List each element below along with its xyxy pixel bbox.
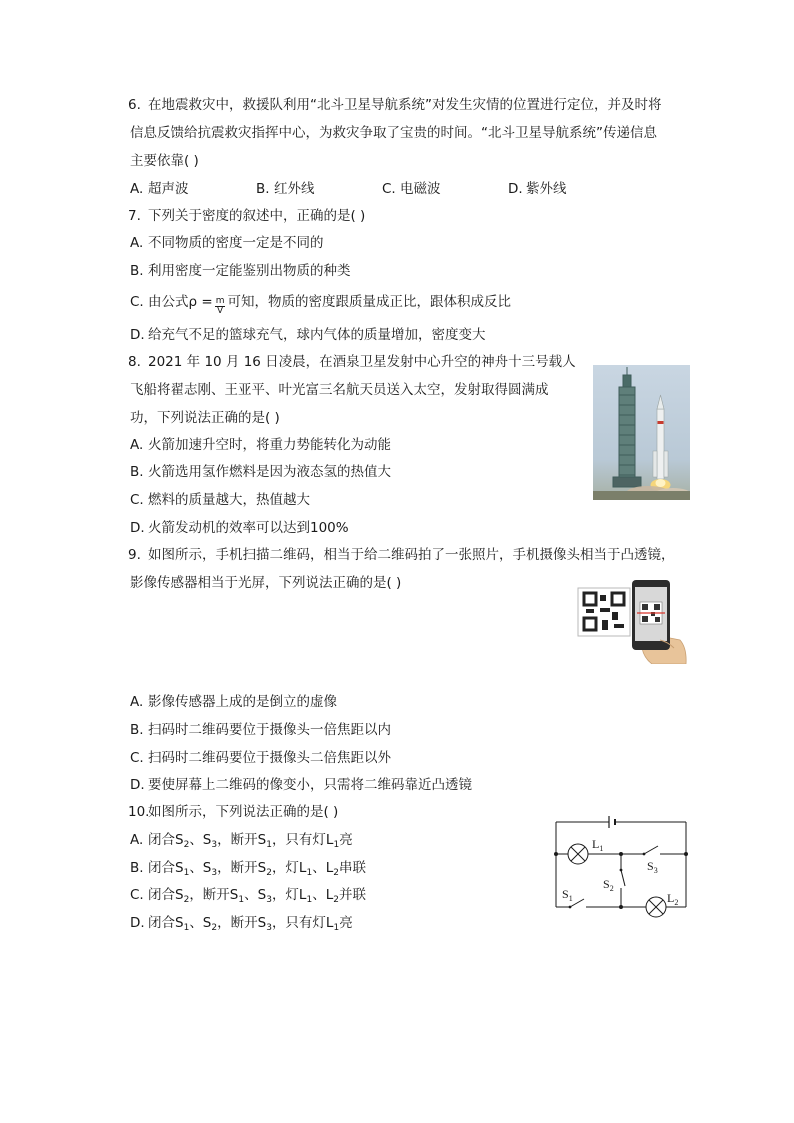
- qr-code-card: [578, 588, 630, 636]
- label-s2: $S_2$: [603, 877, 614, 893]
- q7-option-d[interactable]: D. 给充气不足的篮球充气，球内气体的质量增加，密度变大: [130, 327, 486, 343]
- q10-option-b[interactable]: B. 闭合$S_1$、$S_3$，断开$S_2$，灯$L_1$、$L_2$串联: [130, 860, 366, 878]
- q8-stem-line2: 飞船将翟志刚、王亚平、叶光富三名航天员送入太空，发射取得圆满成: [130, 382, 549, 398]
- density-formula-fraction: $\frac{m}{V}$: [215, 296, 225, 316]
- q7-option-c[interactable]: C. 由公式ρ = $\frac{m}{V}$ 可知，物质的密度跟质量成正比，跟体积成反比: [130, 294, 511, 316]
- q9-number: 9.: [128, 547, 141, 563]
- label-s3: $S_3$: [647, 859, 658, 875]
- q9-option-a[interactable]: A. 影像传感器上成的是倒立的虚像: [130, 694, 337, 710]
- q6-option-a[interactable]: A. 超声波: [130, 181, 189, 197]
- q7-stem: 7. 下列关于密度的叙述中，正确的是( ): [128, 208, 366, 224]
- label-l1: $L_1$: [592, 837, 604, 853]
- q6-option-d[interactable]: D. 紫外线: [508, 181, 567, 197]
- rocket-launch-photo: [593, 365, 690, 500]
- q6-option-c[interactable]: C. 电磁波: [382, 181, 441, 197]
- phone-icon: [632, 580, 670, 650]
- q10-stem: 10.如图所示，下列说法正确的是( ): [128, 804, 339, 820]
- q7-option-a[interactable]: A. 不同物质的密度一定是不同的: [130, 235, 324, 251]
- q6-stem-line3: 主要依靠( ): [130, 153, 199, 169]
- q9-option-c[interactable]: C. 扫码时二维码要位于摄像头二倍焦距以外: [130, 750, 391, 766]
- q8-option-d[interactable]: D. 火箭发动机的效率可以达到100%: [130, 520, 349, 536]
- qr-scan-illustration: [576, 578, 688, 664]
- switch-s3-lever: [644, 846, 658, 854]
- q10-option-c[interactable]: C. 闭合$S_2$，断开$S_1$、$S_3$，灯$L_1$、$L_2$并联: [130, 887, 366, 905]
- q6-stem-line1: 6. 在地震救灾中，救援队利用“北斗卫星导航系统”对发生灾情的位置进行定位，并及时将: [128, 97, 662, 113]
- q10-option-d[interactable]: D. 闭合$S_1$、$S_2$，断开$S_3$，只有灯$L_1$亮: [130, 915, 353, 933]
- q10-number: 10.: [128, 804, 150, 820]
- q8-stem-line3: 功，下列说法正确的是( ): [130, 410, 280, 426]
- q9-stem-line2: 影像传感器相当于光屏，下列说法正确的是( ): [130, 575, 402, 591]
- circuit-diagram: [548, 810, 694, 922]
- q8-option-a[interactable]: A. 火箭加速升空时，将重力势能转化为动能: [130, 437, 391, 453]
- q6-option-b[interactable]: B. 红外线: [256, 181, 315, 197]
- q10-option-a[interactable]: A. 闭合$S_2$、$S_3$，断开$S_1$，只有灯$L_1$亮: [130, 832, 353, 850]
- q8-option-c[interactable]: C. 燃料的质量越大，热值越大: [130, 492, 310, 508]
- q7-number: 7.: [128, 208, 141, 224]
- q8-option-b[interactable]: B. 火箭选用氢作燃料是因为液态氢的热值大: [130, 464, 391, 480]
- q7-option-b[interactable]: B. 利用密度一定能鉴别出物质的种类: [130, 263, 351, 279]
- q6-number: 6.: [128, 97, 141, 113]
- q9-option-b[interactable]: B. 扫码时二维码要位于摄像头一倍焦距以内: [130, 722, 391, 738]
- q9-stem-line1: 9. 如图所示，手机扫描二维码，相当于给二维码拍了一张照片，手机摄像头相当于凸透镜，: [128, 547, 675, 563]
- label-l2: $L_2$: [667, 891, 679, 907]
- q8-number: 8.: [128, 354, 141, 370]
- switch-s2-lever: [621, 870, 625, 886]
- q6-stem-line2: 信息反馈给抗震救灾指挥中心，为救灾争取了宝贵的时间。“北斗卫星导航系统”传递信息: [130, 125, 657, 141]
- q9-option-d[interactable]: D. 要使屏幕上二维码的像变小，只需将二维码靠近凸透镜: [130, 777, 472, 793]
- label-s1: $S_1$: [562, 887, 573, 903]
- q8-stem-line1: 8. 2021 年 10 月 16 日凌晨，在酒泉卫星发射中心升空的神舟十三号载人: [128, 354, 576, 370]
